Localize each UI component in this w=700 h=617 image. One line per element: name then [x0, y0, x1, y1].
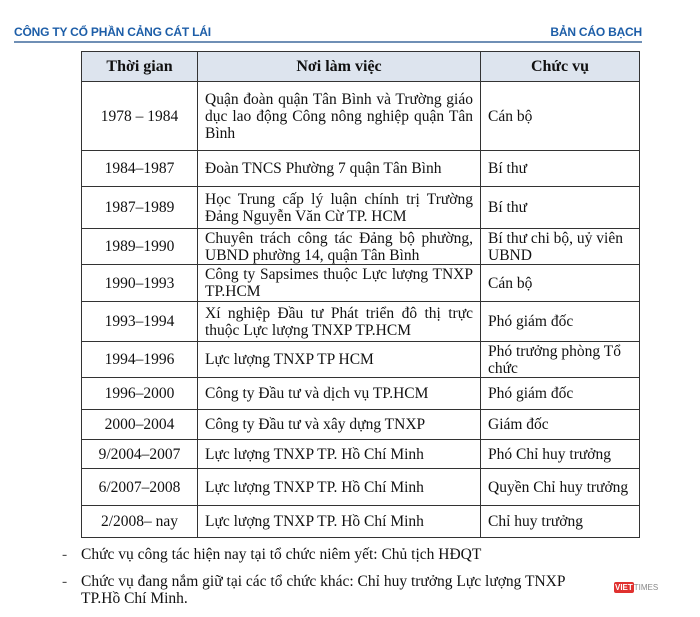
- cell-time: 9/2004–2007: [82, 440, 198, 469]
- cell-time: 1990–1993: [82, 265, 198, 302]
- column-header-time: Thời gian: [82, 52, 198, 82]
- table-row: [82, 410, 640, 440]
- table-row: [82, 187, 640, 229]
- cell-role: Phó giám đốc: [481, 302, 640, 342]
- cell-time: 6/2007–2008: [82, 469, 198, 506]
- cell-place: Công ty Đầu tư và xây dựng TNXP: [198, 410, 481, 440]
- table-row: [82, 342, 640, 378]
- cell-time: 2/2008– nay: [82, 506, 198, 538]
- document-title: BẢN CÁO BẠCH: [550, 25, 642, 39]
- cell-place: Quận đoàn quận Tân Bình và Trường giáo dục lao động Công nông nghiệp quận Tân Bình: [198, 82, 481, 151]
- cell-place: Công ty Sapsimes thuộc Lực lượng TNXP TP.HCM: [198, 265, 481, 302]
- viettimes-watermark-logo: [614, 583, 658, 592]
- cell-place: Lực lượng TNXP TP HCM: [198, 342, 481, 378]
- cell-place: Lực lượng TNXP TP. Hồ Chí Minh: [198, 469, 481, 506]
- notes-list: [62, 546, 607, 607]
- cell-time: 1993–1994: [82, 302, 198, 342]
- table-row: [82, 82, 640, 151]
- cell-place: Công ty Đầu tư và dịch vụ TP.HCM: [198, 378, 481, 410]
- bullet-dash: -: [62, 546, 68, 563]
- cell-time: 2000–2004: [82, 410, 198, 440]
- cell-role: Bí thư chi bộ, uỷ viên UBND: [481, 229, 640, 265]
- cell-role: Phó trưởng phòng Tổ chức: [481, 342, 640, 378]
- cell-time: 1978 – 1984: [82, 82, 198, 151]
- page-header: [14, 24, 642, 43]
- cell-role: Chỉ huy trưởng: [481, 506, 640, 538]
- work-history-table: [81, 51, 640, 538]
- cell-role: Phó giám đốc: [481, 378, 640, 410]
- cell-place: Đoàn TNCS Phường 7 quận Tân Bình: [198, 151, 481, 187]
- cell-role: Cán bộ: [481, 265, 640, 302]
- cell-time: 1989–1990: [82, 229, 198, 265]
- note-current-position: [62, 546, 607, 563]
- cell-time: 1996–2000: [82, 378, 198, 410]
- note-text: Chức vụ công tác hiện nay tại tổ chức niêm yết: Chủ tịch HĐQT: [81, 546, 482, 563]
- cell-place: Xí nghiệp Đầu tư Phát triển đô thị trực thuộc Lực lượng TNXP TP.HCM: [198, 302, 481, 342]
- cell-time: 1984–1987: [82, 151, 198, 187]
- note-other-positions: [62, 573, 607, 607]
- table-row: [82, 229, 640, 265]
- cell-time: 1987–1989: [82, 187, 198, 229]
- note-text: Chức vụ đang nắm giữ tại các tổ chức khác: Chỉ huy trưởng Lực lượng TNXP TP.Hồ Chí Minh.: [81, 573, 565, 607]
- cell-role: Bí thư: [481, 187, 640, 229]
- column-header-place: Nơi làm việc: [198, 52, 481, 82]
- cell-role: Quyền Chỉ huy trưởng: [481, 469, 640, 506]
- bullet-dash: -: [62, 573, 68, 590]
- column-header-role: Chức vụ: [481, 52, 640, 82]
- cell-place: Chuyên trách công tác Đảng bộ phường, UBND phường 14, quận Tân Bình: [198, 229, 481, 265]
- table-row: [82, 469, 640, 506]
- cell-role: Cán bộ: [481, 82, 640, 151]
- cell-role: Bí thư: [481, 151, 640, 187]
- cell-role: Giám đốc: [481, 410, 640, 440]
- table-row: [82, 506, 640, 538]
- cell-place: Lực lượng TNXP TP. Hồ Chí Minh: [198, 506, 481, 538]
- cell-place: Học Trung cấp lý luận chính trị Trường Đảng Nguyễn Văn Cừ TP. HCM: [198, 187, 481, 229]
- cell-time: 1994–1996: [82, 342, 198, 378]
- table-row: [82, 302, 640, 342]
- company-name: CÔNG TY CỔ PHẦN CẢNG CÁT LÁI: [14, 25, 211, 39]
- table-row: [82, 378, 640, 410]
- logo-part-times: TIMES: [633, 583, 659, 592]
- table-row: [82, 151, 640, 187]
- table-row: [82, 440, 640, 469]
- cell-place: Lực lượng TNXP TP. Hồ Chí Minh: [198, 440, 481, 469]
- table-row: [82, 265, 640, 302]
- cell-role: Phó Chỉ huy trưởng: [481, 440, 640, 469]
- logo-part-viet: VIET: [615, 583, 633, 592]
- table-header-row: [82, 52, 640, 82]
